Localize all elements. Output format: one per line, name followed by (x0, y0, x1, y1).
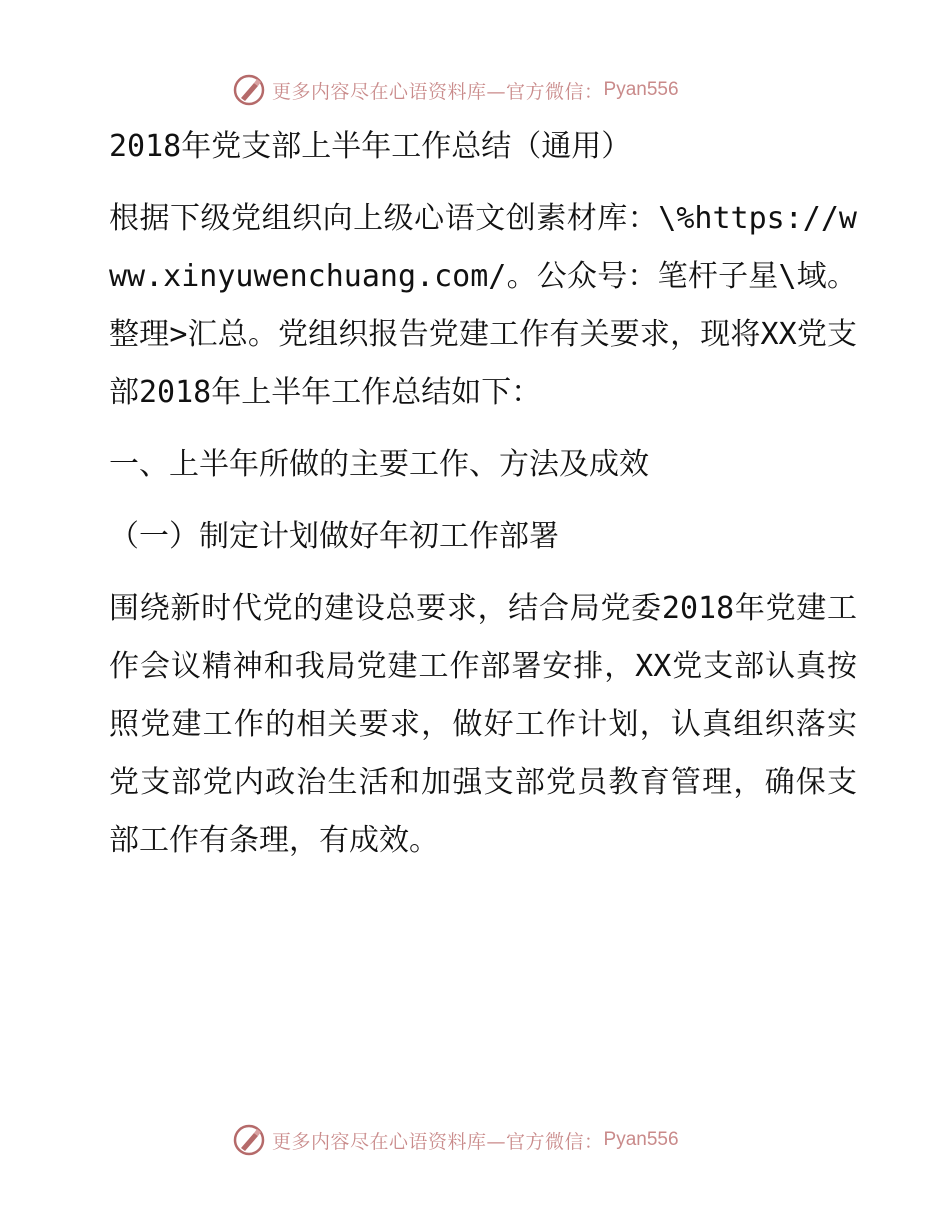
watermark-banner-top (232, 70, 752, 110)
pen-logo-icon (232, 73, 266, 107)
body-paragraph: 围绕新时代党的建设总要求，结合局党委2018年党建工作会议精神和我局党建工作部署安排，XX党支部认真按照党建工作的相关要求，做好工作计划，认真组织落实党支部党内政治生活和加强支部党员教育管理，确保支部工作有条理，有成效。 (109, 591, 857, 858)
watermark-text: 更多内容尽在心语资料库—官方微信： (272, 80, 604, 103)
watermark-wechat-id: Pyan556 (603, 1129, 679, 1150)
document-body (97, 118, 857, 870)
pen-logo-icon (232, 1123, 266, 1157)
subsection-heading: （一）制定计划做好年初工作部署 (109, 519, 559, 554)
section-heading: 一、上半年所做的主要工作、方法及成效 (109, 447, 649, 482)
watermark-wechat-id: Pyan556 (603, 79, 679, 100)
document-title: 2018年党支部上半年工作总结（通用） (109, 129, 632, 164)
intro-paragraph: 根据下级党组织向上级心语文创素材库：\%https://www.xinyuwenchuang.com/。公众号：笔杆子星\域。整理>汇总。党组织报告党建工作有关要求，现将XX党支部2018年上半年工作总结如下： (109, 201, 857, 410)
watermark-text: 更多内容尽在心语资料库—官方微信： (272, 1130, 604, 1153)
watermark-banner-bottom (232, 1120, 752, 1160)
